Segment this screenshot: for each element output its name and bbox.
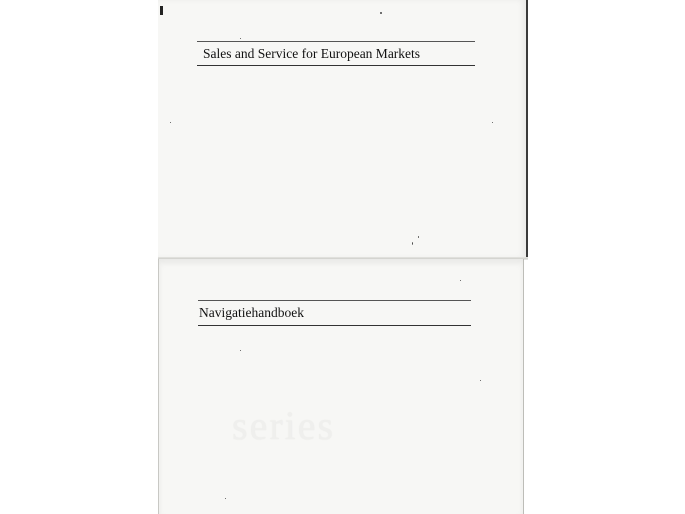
top-cover-title: Sales and Service for European Markets [203,46,421,61]
top-title-block [197,41,475,66]
dust-speck [460,280,461,281]
dust-speck [240,38,241,39]
series-watermark: series [232,403,336,448]
dust-speck [418,236,419,238]
scan-mark [160,6,163,15]
bottom-cover-title: Navigatiehandboek [199,305,304,320]
dust-speck [412,242,413,245]
dust-speck [380,12,382,14]
bottom-cover-page [158,259,524,514]
dust-speck [480,380,481,381]
bottom-title-block [198,300,471,326]
dust-speck [240,350,241,351]
top-title-rule-lower [197,65,475,66]
top-cover-page [158,0,528,259]
bottom-title-rule-lower [198,325,471,326]
dust-speck [492,122,493,123]
dust-speck [170,122,171,123]
dust-speck [225,498,226,499]
